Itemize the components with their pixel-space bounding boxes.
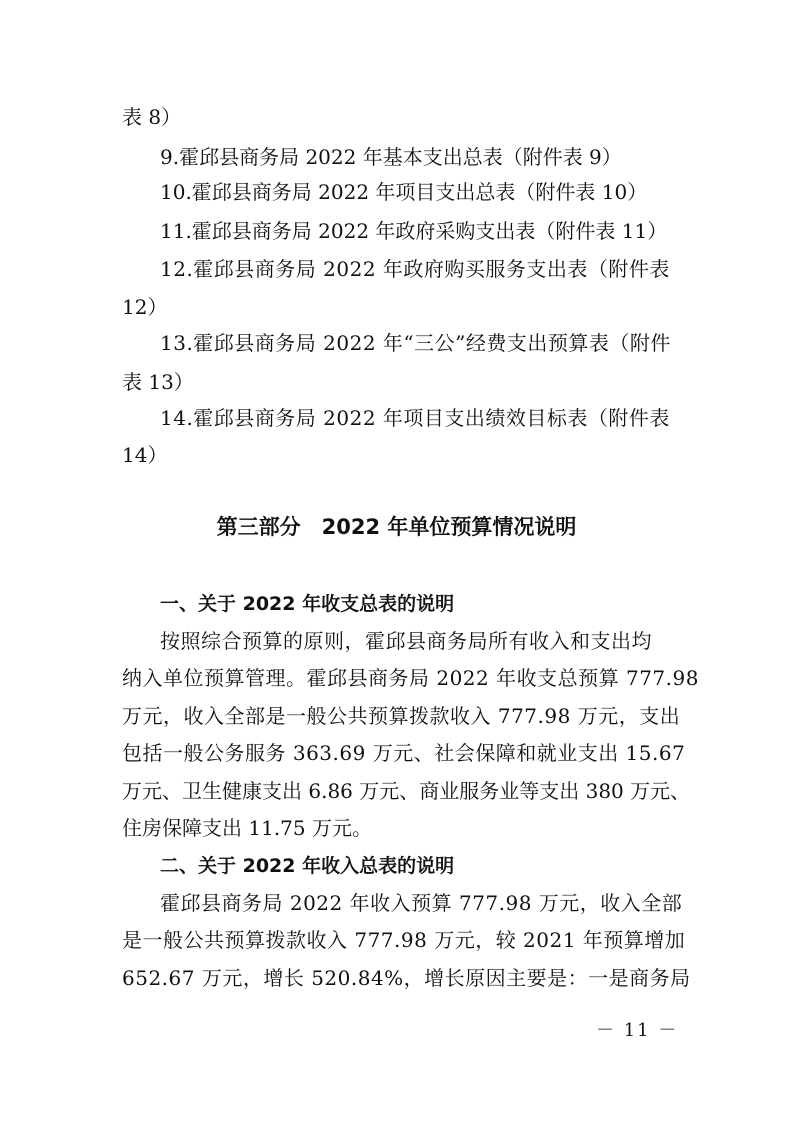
section-heading: 一、关于 2022 年收支总表的说明 xyxy=(160,593,455,615)
section-heading: 二、关于 2022 年收入总表的说明 xyxy=(160,855,455,877)
list-line: 11.霍邱县商务局 2022 年政府采购支出表（附件表 11） xyxy=(160,219,668,243)
list-line: 12） xyxy=(122,295,168,319)
page-number: － 11 － xyxy=(596,1020,679,1041)
paragraph-line: 霍邱县商务局 2022 年收入预算 777.98 万元，收入全部 xyxy=(160,891,683,915)
list-line: 14.霍邱县商务局 2022 年项目支出绩效目标表（附件表 xyxy=(160,406,670,430)
list-line: 10.霍邱县商务局 2022 年项目支出总表（附件表 10） xyxy=(160,180,648,204)
list-line: 12.霍邱县商务局 2022 年政府购买服务支出表（附件表 xyxy=(160,257,670,281)
list-line: 表 8） xyxy=(122,105,182,129)
paragraph-line: 万元，收入全部是一般公共预算拨款收入 777.98 万元，支出 xyxy=(122,704,681,728)
paragraph-line: 纳入单位预算管理。霍邱县商务局 2022 年收支总预算 777.98 xyxy=(122,666,699,690)
paragraph-line: 住房保障支出 11.75 万元。 xyxy=(122,816,372,840)
paragraph-line: 万元、卫生健康支出 6.86 万元、商业服务业等支出 380 万元、 xyxy=(122,779,691,803)
part-heading: 第三部分 2022 年单位预算情况说明 xyxy=(216,515,577,539)
list-line: 14） xyxy=(122,443,168,467)
paragraph-line: 是一般公共预算拨款收入 777.98 万元，较 2021 年预算增加 xyxy=(122,928,686,952)
paragraph-line: 按照综合预算的原则，霍邱县商务局所有收入和支出均 xyxy=(160,629,652,653)
paragraph-line: 652.67 万元，增长 520.84%，增长原因主要是：一是商务局 xyxy=(122,966,691,990)
list-line: 13.霍邱县商务局 2022 年“三公”经费支出预算表（附件 xyxy=(160,331,671,355)
paragraph-line: 包括一般公务服务 363.69 万元、社会保障和就业支出 15.67 xyxy=(122,741,686,765)
list-line: 9.霍邱县商务局 2022 年基本支出总表（附件表 9） xyxy=(160,145,622,169)
list-line: 表 13） xyxy=(122,370,194,394)
